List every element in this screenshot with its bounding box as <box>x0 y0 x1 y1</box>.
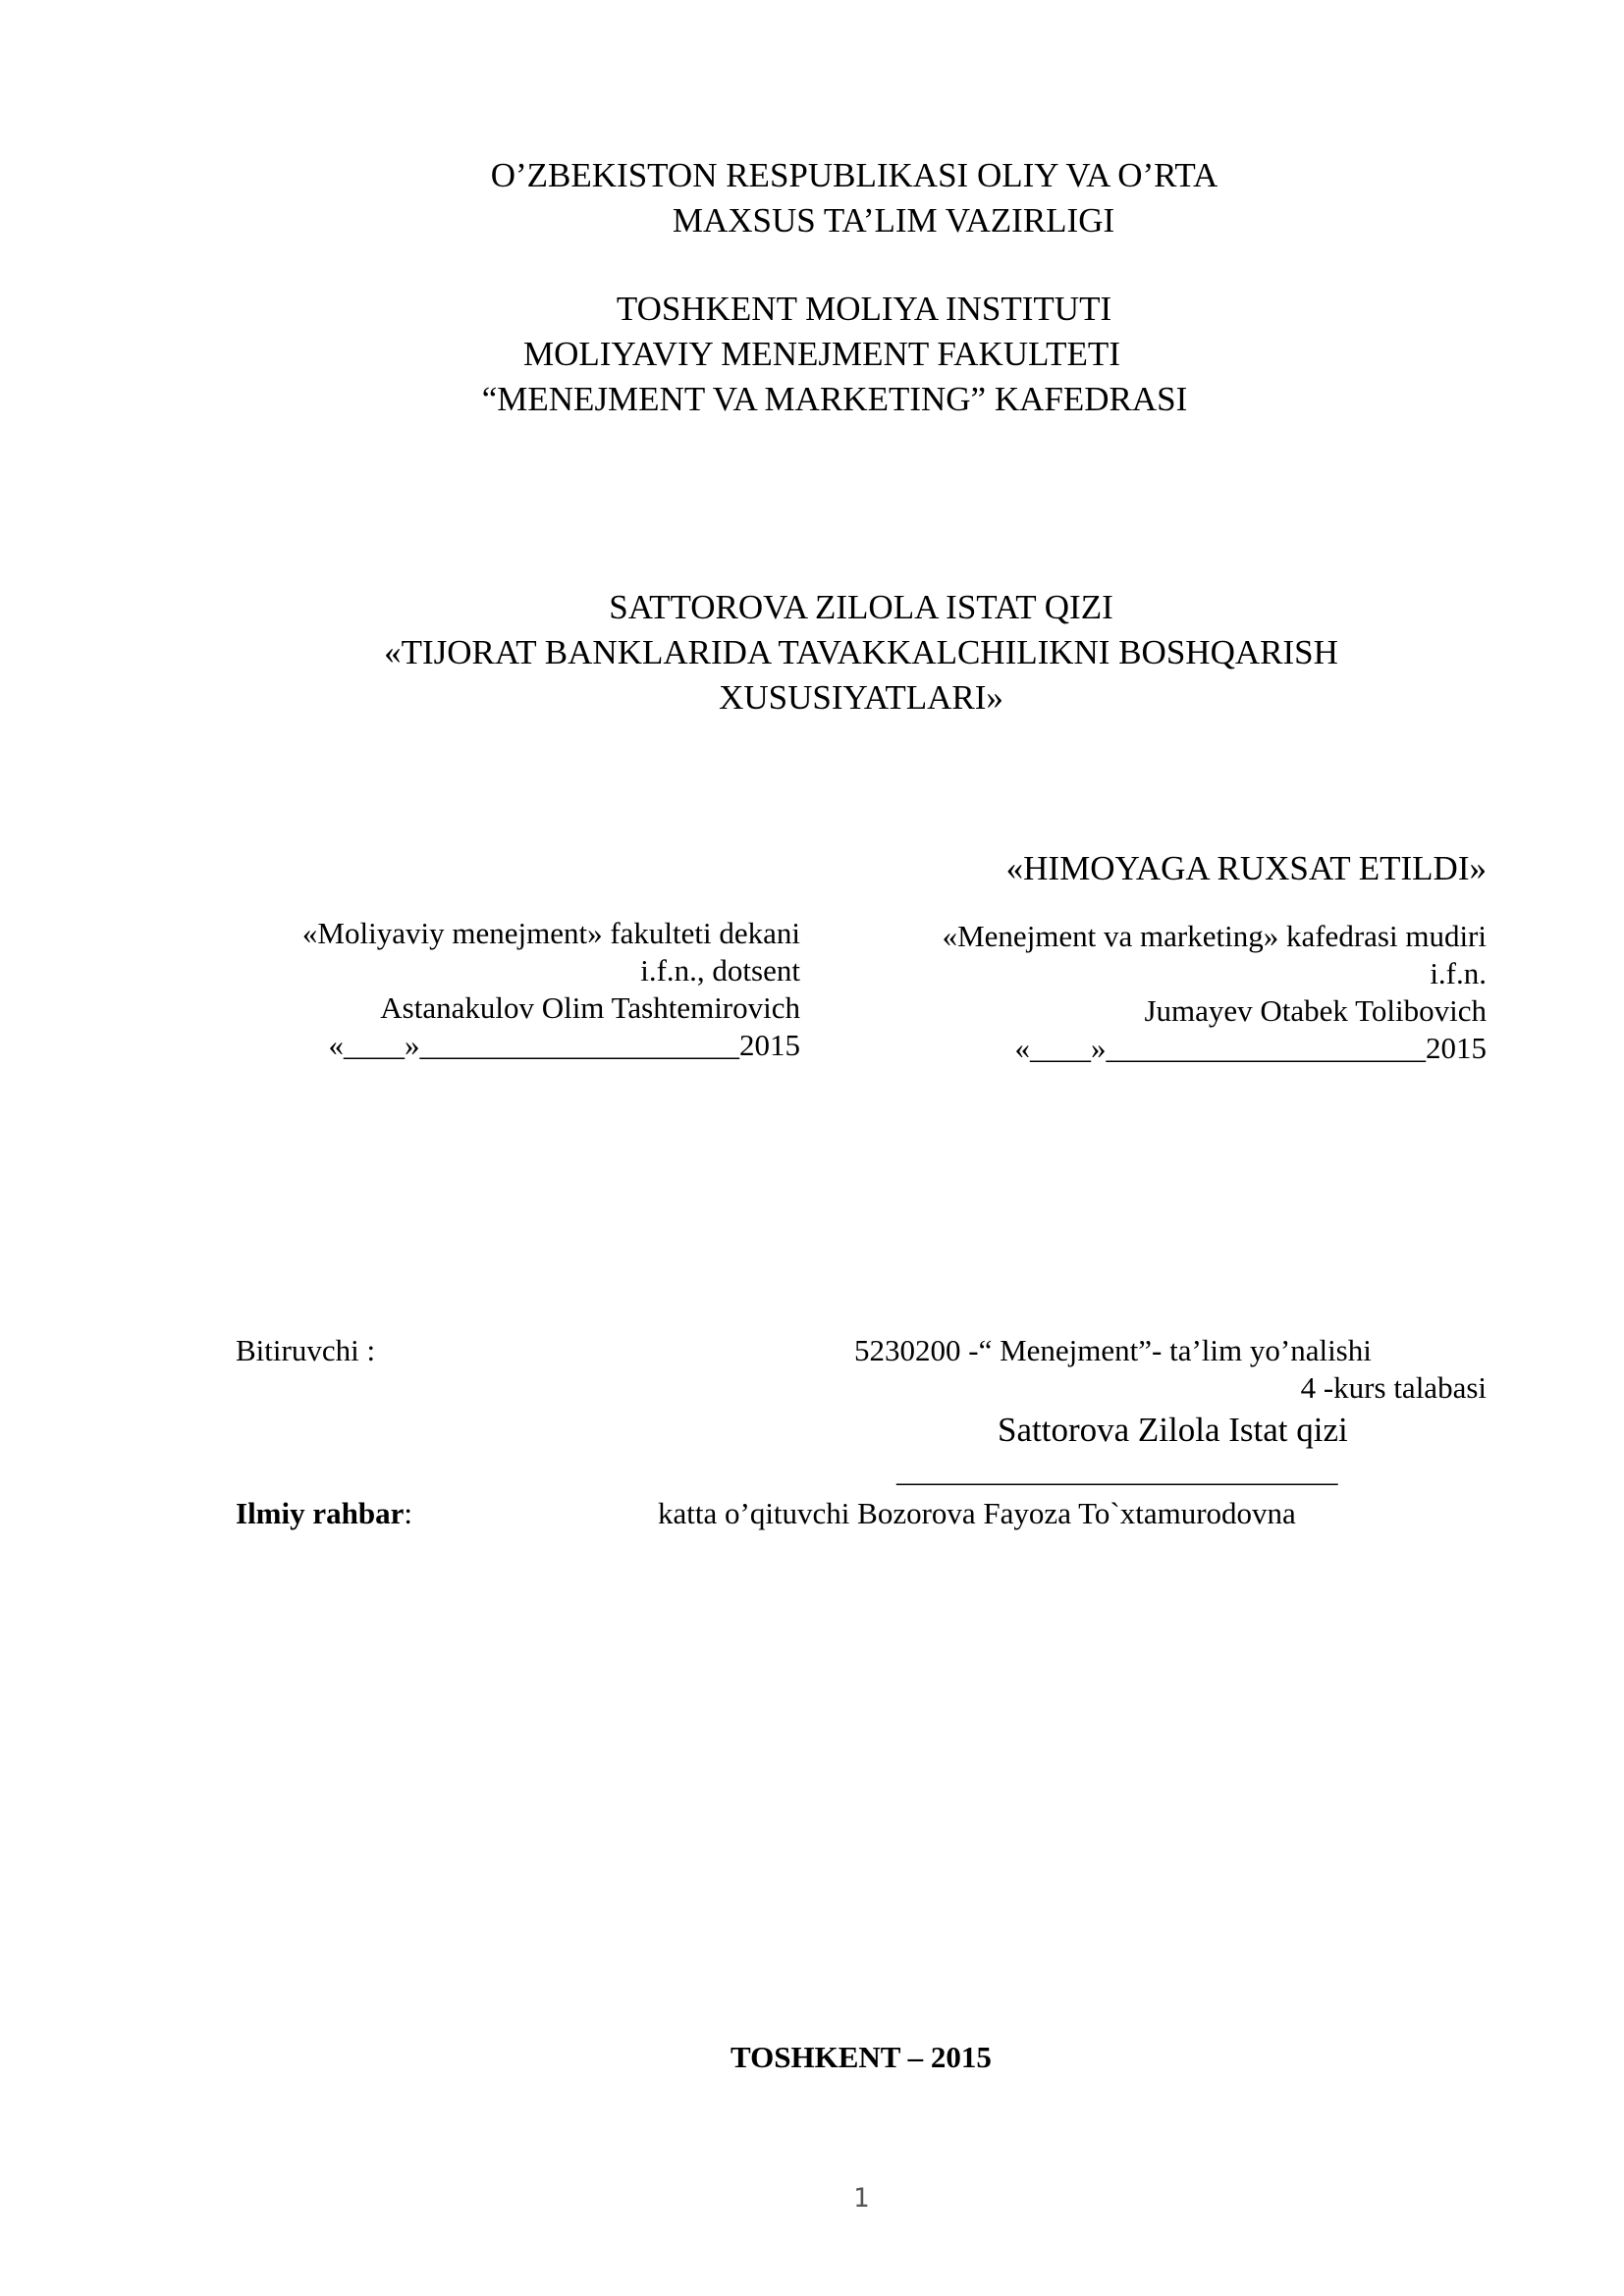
thesis-author: SATTOROVA ZILOLA ISTAT QIZI <box>609 588 1113 626</box>
department-name: “MENEJMENT VA MARKETING” KAFEDRASI <box>481 380 1188 418</box>
supervisor-colon: : <box>404 1496 412 1530</box>
thesis-title-line-2: XUSUSIYATLARI» <box>719 678 1003 717</box>
approval-heading: «HIMOYAGA RUXSAT ETILDI» <box>1005 849 1487 887</box>
supervisor-label-row <box>236 1495 412 1532</box>
graduate-program: 5230200 -“ Menejment”- ta’lim yo’nalishi <box>854 1333 1372 1367</box>
dean-role: «Moliyaviy menejment» fakulteti dekani <box>301 916 800 950</box>
graduate-course: 4 -kurs talabasi <box>1300 1370 1487 1405</box>
graduate-name: Sattorova Zilola Istat qizi <box>998 1411 1348 1449</box>
graduate-label: Bitiruvchi : <box>236 1333 376 1367</box>
signature-line: _____________________________ <box>896 1454 1338 1488</box>
supervisor-label: Ilmiy rahbar <box>236 1496 405 1530</box>
head-date-line: «____»_____________________2015 <box>1014 1031 1487 1065</box>
head-role: «Menejment va marketing» kafedrasi mudiri <box>942 919 1487 953</box>
head-degree: i.f.n. <box>1430 956 1487 990</box>
ministry-line-2: MAXSUS TA’LIM VAZIRLIGI <box>672 201 1115 240</box>
dean-name: Astanakulov Olim Tashtemirovich <box>380 990 800 1025</box>
page-number: 1 <box>852 2183 870 2214</box>
thesis-title-line-1: «TIJORAT BANKLARIDA TAVAKKALCHILIKNI BOSHQARISH <box>384 633 1338 671</box>
faculty-name: MOLIYAVIY MENEJMENT FAKULTETI <box>523 335 1120 373</box>
dean-date-line: «____»_____________________2015 <box>328 1028 800 1062</box>
ministry-line-1: O’ZBEKISTON RESPUBLIKASI OLIY VA O’RTA <box>490 156 1218 194</box>
city-year: TOSHKENT – 2015 <box>731 2040 992 2074</box>
head-name: Jumayev Otabek Tolibovich <box>1144 993 1487 1028</box>
supervisor-name: katta o’qituvchi Bozorova Fayoza To`xtamurodovna <box>658 1496 1296 1530</box>
dean-degree: i.f.n., dotsent <box>640 953 800 988</box>
institution-name: TOSHKENT MOLIYA INSTITUTI <box>616 290 1112 328</box>
